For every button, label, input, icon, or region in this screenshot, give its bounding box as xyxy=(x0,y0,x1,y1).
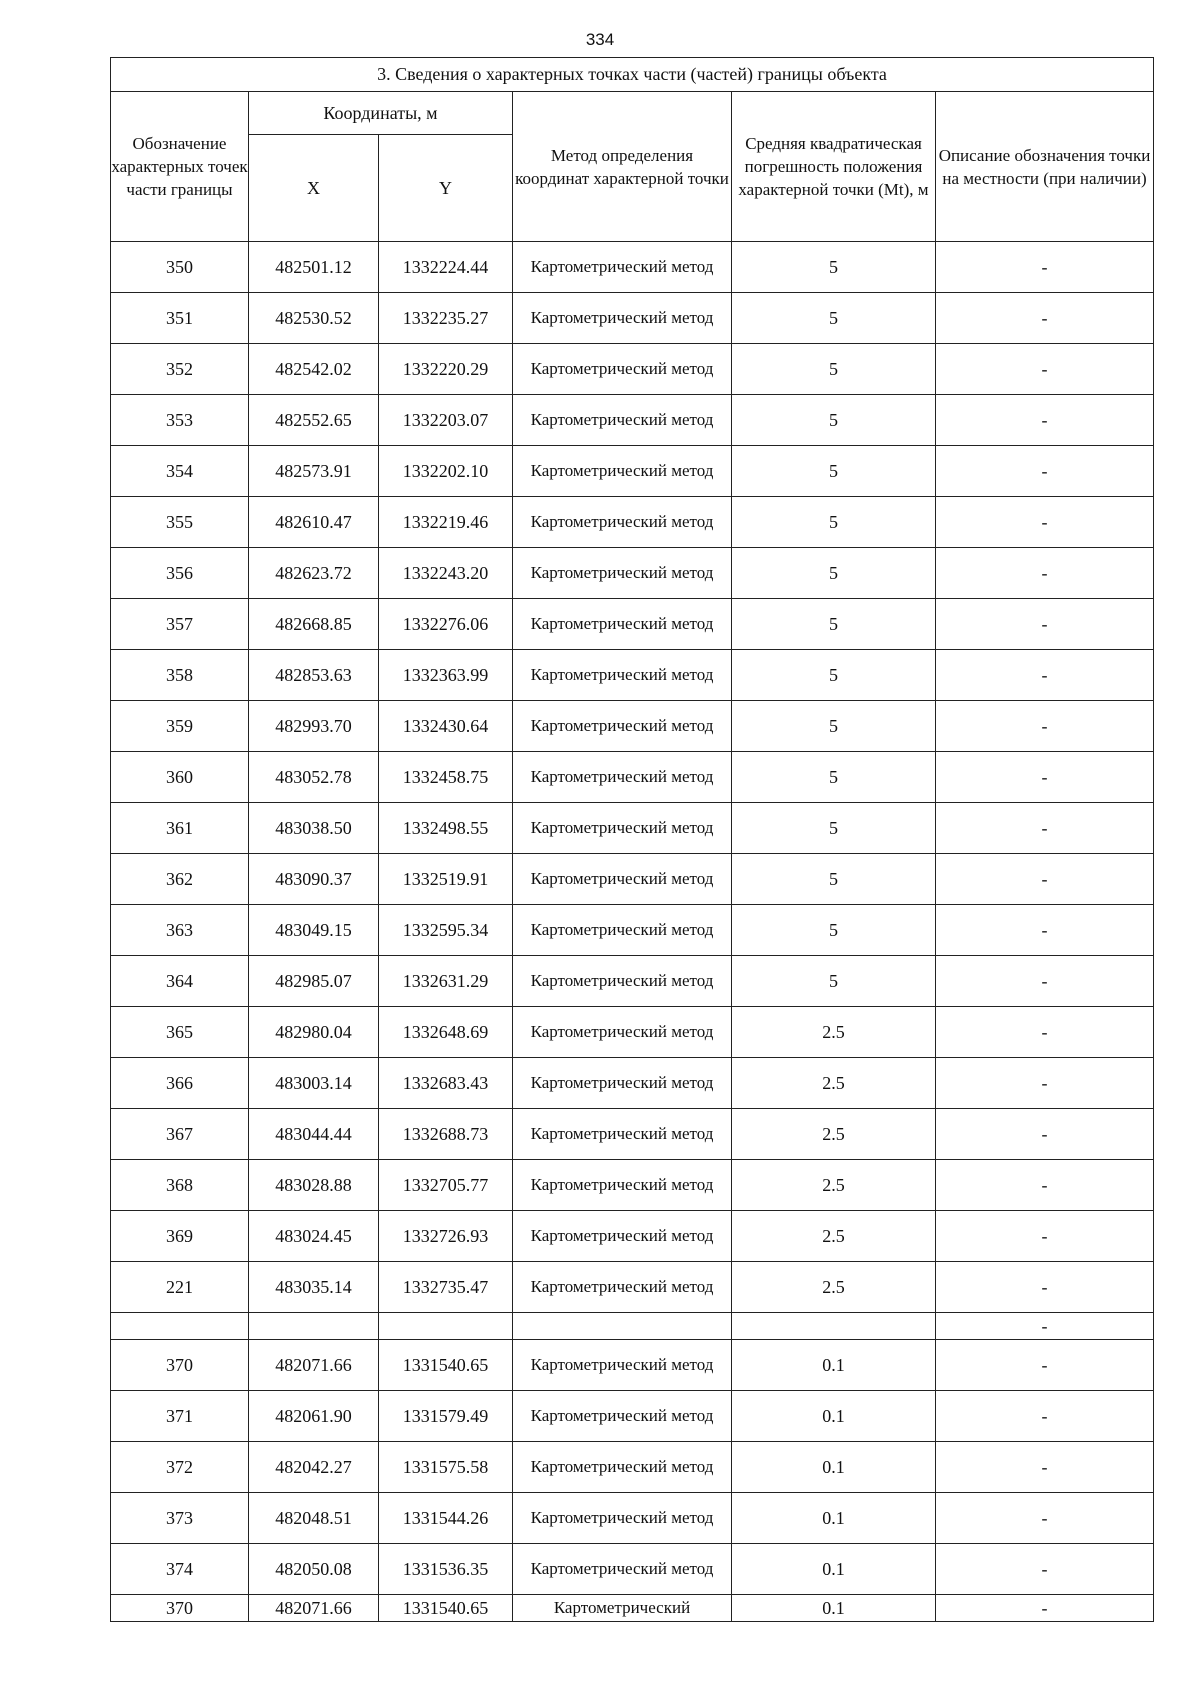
point-cell: 352 xyxy=(111,344,249,395)
x-cell: 482623.72 xyxy=(249,548,379,599)
description-cell: - xyxy=(936,548,1154,599)
x-cell: 483038.50 xyxy=(249,803,379,854)
description-cell: - xyxy=(936,599,1154,650)
accuracy-cell: 2.5 xyxy=(732,1058,936,1109)
header-method: Метод определения координат характерной точки xyxy=(513,92,732,242)
description-cell: - xyxy=(936,1595,1154,1622)
method-cell: Картометрический метод xyxy=(513,395,732,446)
method-cell: Картометрический метод xyxy=(513,1262,732,1313)
point-cell: 359 xyxy=(111,701,249,752)
y-cell: 1332224.44 xyxy=(379,242,513,293)
description-cell: - xyxy=(936,1211,1154,1262)
accuracy-cell: 2.5 xyxy=(732,1160,936,1211)
table-row xyxy=(111,599,1154,650)
y-cell: 1331540.65 xyxy=(379,1595,513,1622)
x-cell: 483049.15 xyxy=(249,905,379,956)
x-cell: 482993.70 xyxy=(249,701,379,752)
x-cell: 482530.52 xyxy=(249,293,379,344)
accuracy-cell: 5 xyxy=(732,293,936,344)
y-cell: 1332519.91 xyxy=(379,854,513,905)
y-cell xyxy=(379,1313,513,1340)
x-cell: 483035.14 xyxy=(249,1262,379,1313)
table-row xyxy=(111,1391,1154,1442)
method-cell: Картометрический метод xyxy=(513,1160,732,1211)
method-cell: Картометрический метод xyxy=(513,548,732,599)
description-cell: - xyxy=(936,956,1154,1007)
y-cell: 1332202.10 xyxy=(379,446,513,497)
table-row xyxy=(111,1109,1154,1160)
accuracy-cell: 5 xyxy=(732,446,936,497)
accuracy-cell: 2.5 xyxy=(732,1262,936,1313)
table-row xyxy=(111,752,1154,803)
accuracy-cell: 0.1 xyxy=(732,1391,936,1442)
y-cell: 1332631.29 xyxy=(379,956,513,1007)
description-cell: - xyxy=(936,1544,1154,1595)
table-row xyxy=(111,548,1154,599)
accuracy-cell: 5 xyxy=(732,701,936,752)
accuracy-cell: 0.1 xyxy=(732,1493,936,1544)
description-cell: - xyxy=(936,395,1154,446)
y-cell: 1332498.55 xyxy=(379,803,513,854)
table-row xyxy=(111,293,1154,344)
y-cell: 1332595.34 xyxy=(379,905,513,956)
y-cell: 1332458.75 xyxy=(379,752,513,803)
table-row xyxy=(111,1160,1154,1211)
method-cell: Картометрический метод xyxy=(513,956,732,1007)
table-row xyxy=(111,497,1154,548)
accuracy-cell: 0.1 xyxy=(732,1595,936,1622)
accuracy-cell: 5 xyxy=(732,854,936,905)
point-cell: 360 xyxy=(111,752,249,803)
y-cell: 1332735.47 xyxy=(379,1262,513,1313)
x-cell: 483024.45 xyxy=(249,1211,379,1262)
x-cell: 482042.27 xyxy=(249,1442,379,1493)
y-cell: 1332363.99 xyxy=(379,650,513,701)
description-cell: - xyxy=(936,701,1154,752)
accuracy-cell: 0.1 xyxy=(732,1340,936,1391)
accuracy-cell: 5 xyxy=(732,548,936,599)
y-cell: 1332705.77 xyxy=(379,1160,513,1211)
method-cell: Картометрический метод xyxy=(513,1391,732,1442)
point-cell: 374 xyxy=(111,1544,249,1595)
description-cell: - xyxy=(936,344,1154,395)
description-cell: - xyxy=(936,1442,1154,1493)
accuracy-cell: 2.5 xyxy=(732,1211,936,1262)
description-cell: - xyxy=(936,1058,1154,1109)
method-cell: Картометрический метод xyxy=(513,1109,732,1160)
x-cell: 482610.47 xyxy=(249,497,379,548)
method-cell: Картометрический метод xyxy=(513,803,732,854)
point-cell: 356 xyxy=(111,548,249,599)
accuracy-cell: 5 xyxy=(732,803,936,854)
table-row xyxy=(111,1007,1154,1058)
table-row xyxy=(111,956,1154,1007)
accuracy-cell: 5 xyxy=(732,344,936,395)
description-cell: - xyxy=(936,1313,1154,1340)
description-cell: - xyxy=(936,242,1154,293)
table-row xyxy=(111,1058,1154,1109)
x-cell: 483090.37 xyxy=(249,854,379,905)
y-cell: 1332243.20 xyxy=(379,548,513,599)
table-row xyxy=(111,650,1154,701)
table-row xyxy=(111,854,1154,905)
point-cell: 221 xyxy=(111,1262,249,1313)
description-cell: - xyxy=(936,905,1154,956)
header-x: X xyxy=(249,135,379,242)
point-cell: 370 xyxy=(111,1595,249,1622)
x-cell: 482048.51 xyxy=(249,1493,379,1544)
x-cell: 482985.07 xyxy=(249,956,379,1007)
accuracy-cell: 2.5 xyxy=(732,1007,936,1058)
point-cell: 358 xyxy=(111,650,249,701)
accuracy-cell xyxy=(732,1313,936,1340)
accuracy-cell: 5 xyxy=(732,242,936,293)
y-cell: 1332235.27 xyxy=(379,293,513,344)
point-cell: 365 xyxy=(111,1007,249,1058)
y-cell: 1332688.73 xyxy=(379,1109,513,1160)
method-cell: Картометрический метод xyxy=(513,854,732,905)
description-cell: - xyxy=(936,1493,1154,1544)
table-row xyxy=(111,446,1154,497)
description-cell: - xyxy=(936,293,1154,344)
y-cell: 1332219.46 xyxy=(379,497,513,548)
point-cell: 357 xyxy=(111,599,249,650)
accuracy-cell: 2.5 xyxy=(732,1109,936,1160)
point-cell: 351 xyxy=(111,293,249,344)
point-cell: 368 xyxy=(111,1160,249,1211)
description-cell: - xyxy=(936,1109,1154,1160)
method-cell xyxy=(513,1313,732,1340)
y-cell: 1332648.69 xyxy=(379,1007,513,1058)
y-cell: 1331536.35 xyxy=(379,1544,513,1595)
y-cell: 1331540.65 xyxy=(379,1340,513,1391)
description-cell: - xyxy=(936,1340,1154,1391)
table-row xyxy=(111,395,1154,446)
point-cell: 354 xyxy=(111,446,249,497)
x-cell: 482061.90 xyxy=(249,1391,379,1442)
header-accuracy: Средняя квадратическая погрешность положения характерной точки (Mt), м xyxy=(732,92,936,242)
header-y: Y xyxy=(379,135,513,242)
x-cell: 482668.85 xyxy=(249,599,379,650)
method-cell: Картометрический метод xyxy=(513,599,732,650)
description-cell: - xyxy=(936,1007,1154,1058)
point-cell: 361 xyxy=(111,803,249,854)
accuracy-cell: 5 xyxy=(732,395,936,446)
x-cell: 482573.91 xyxy=(249,446,379,497)
method-cell: Картометрический метод xyxy=(513,344,732,395)
method-cell: Картометрический метод xyxy=(513,1058,732,1109)
y-cell: 1332203.07 xyxy=(379,395,513,446)
description-cell: - xyxy=(936,752,1154,803)
x-cell: 482853.63 xyxy=(249,650,379,701)
description-cell: - xyxy=(936,1391,1154,1442)
table-row xyxy=(111,1544,1154,1595)
x-cell xyxy=(249,1313,379,1340)
x-cell: 483052.78 xyxy=(249,752,379,803)
x-cell: 482071.66 xyxy=(249,1595,379,1622)
point-cell: 371 xyxy=(111,1391,249,1442)
x-cell: 482980.04 xyxy=(249,1007,379,1058)
method-cell: Картометрический метод xyxy=(513,905,732,956)
point-cell: 369 xyxy=(111,1211,249,1262)
point-cell xyxy=(111,1313,249,1340)
table-row xyxy=(111,1262,1154,1313)
method-cell: Картометрический метод xyxy=(513,701,732,752)
method-cell: Картометрический метод xyxy=(513,446,732,497)
method-cell: Картометрический метод xyxy=(513,1493,732,1544)
description-cell: - xyxy=(936,650,1154,701)
point-cell: 363 xyxy=(111,905,249,956)
point-cell: 370 xyxy=(111,1340,249,1391)
point-cell: 366 xyxy=(111,1058,249,1109)
section-title: 3. Сведения о характерных точках части (частей) границы объекта xyxy=(111,58,1154,92)
page-number: 334 xyxy=(585,30,615,49)
method-cell: Картометрический метод xyxy=(513,1007,732,1058)
point-cell: 367 xyxy=(111,1109,249,1160)
accuracy-cell: 5 xyxy=(732,497,936,548)
table-row xyxy=(111,1442,1154,1493)
point-cell: 355 xyxy=(111,497,249,548)
header-coordinates: Координаты, м xyxy=(249,92,513,135)
accuracy-cell: 0.1 xyxy=(732,1544,936,1595)
x-cell: 482050.08 xyxy=(249,1544,379,1595)
point-cell: 350 xyxy=(111,242,249,293)
description-cell: - xyxy=(936,1262,1154,1313)
y-cell: 1331575.58 xyxy=(379,1442,513,1493)
description-cell: - xyxy=(936,803,1154,854)
y-cell: 1331544.26 xyxy=(379,1493,513,1544)
table-row xyxy=(111,1211,1154,1262)
description-cell: - xyxy=(936,497,1154,548)
method-cell: Картометрический метод xyxy=(513,242,732,293)
method-cell: Картометрический метод xyxy=(513,1211,732,1262)
description-cell: - xyxy=(936,1160,1154,1211)
table-body xyxy=(111,242,1154,1622)
table-row xyxy=(111,1340,1154,1391)
method-cell: Картометрический метод xyxy=(513,1442,732,1493)
point-cell: 362 xyxy=(111,854,249,905)
header-point-designation: Обозначение характерных точек части границы xyxy=(111,92,249,242)
x-cell: 482501.12 xyxy=(249,242,379,293)
table-row xyxy=(111,701,1154,752)
point-cell: 373 xyxy=(111,1493,249,1544)
table-row xyxy=(111,905,1154,956)
method-cell: Картометрический метод xyxy=(513,1544,732,1595)
method-cell: Картометрический метод xyxy=(513,752,732,803)
x-cell: 482071.66 xyxy=(249,1340,379,1391)
accuracy-cell: 5 xyxy=(732,956,936,1007)
method-cell: Картометрический xyxy=(513,1595,732,1622)
characteristic-points-table xyxy=(110,57,1154,1622)
x-cell: 482552.65 xyxy=(249,395,379,446)
accuracy-cell: 5 xyxy=(732,599,936,650)
y-cell: 1332726.93 xyxy=(379,1211,513,1262)
method-cell: Картометрический метод xyxy=(513,1340,732,1391)
point-cell: 372 xyxy=(111,1442,249,1493)
y-cell: 1331579.49 xyxy=(379,1391,513,1442)
accuracy-cell: 0.1 xyxy=(732,1442,936,1493)
table-row xyxy=(111,803,1154,854)
x-cell: 483044.44 xyxy=(249,1109,379,1160)
table-row xyxy=(111,1595,1154,1622)
accuracy-cell: 5 xyxy=(732,905,936,956)
accuracy-cell: 5 xyxy=(732,752,936,803)
y-cell: 1332276.06 xyxy=(379,599,513,650)
y-cell: 1332430.64 xyxy=(379,701,513,752)
table-row xyxy=(111,344,1154,395)
accuracy-cell: 5 xyxy=(732,650,936,701)
point-cell: 353 xyxy=(111,395,249,446)
x-cell: 482542.02 xyxy=(249,344,379,395)
table-row xyxy=(111,242,1154,293)
y-cell: 1332220.29 xyxy=(379,344,513,395)
description-cell: - xyxy=(936,854,1154,905)
description-cell: - xyxy=(936,446,1154,497)
table-row xyxy=(111,1313,1154,1340)
header-description: Описание обозначения точки на местности (при наличии) xyxy=(936,92,1154,242)
y-cell: 1332683.43 xyxy=(379,1058,513,1109)
x-cell: 483028.88 xyxy=(249,1160,379,1211)
method-cell: Картометрический метод xyxy=(513,497,732,548)
method-cell: Картометрический метод xyxy=(513,293,732,344)
x-cell: 483003.14 xyxy=(249,1058,379,1109)
table-row xyxy=(111,1493,1154,1544)
point-cell: 364 xyxy=(111,956,249,1007)
method-cell: Картометрический метод xyxy=(513,650,732,701)
